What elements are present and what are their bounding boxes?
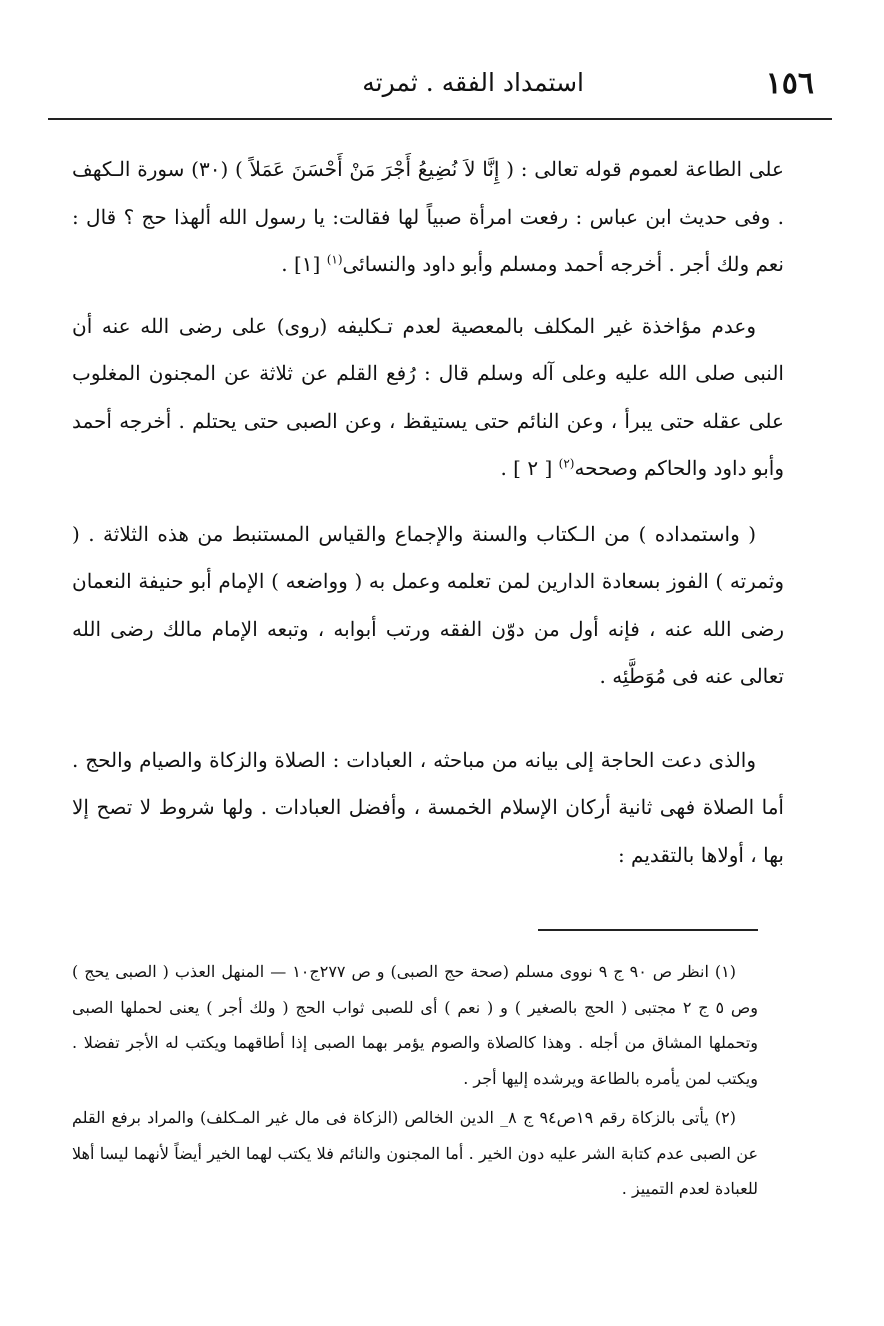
paragraph-3: ( واستمداده ) من الـكتاب والسنة والإجماع والقياس المستنبط من هذه الثلاثة . ( وثمرته ) الفوز بسعادة الدارين لمن تعلمه وعمل به ( وواضعه ) الإمام أبو حنيفة النعمان رضى الله عنه ، فإنه أول من دوّن الفقه ورتب أبوابه ، وتبعه الإمام مالك رضى الله تعالى عنه فى مُوَطَّئِه . [72,521,784,688]
header-rule [48,118,832,120]
paragraph-2-end: [ ٢ ] . [500,456,559,480]
paragraph-2-text: وعدم مؤاخذة غير المكلف بالمعصية لعدم تـكليفه (روى) على رضى الله عنه أن النبى صلى الله عليه وعلى آله وسلم قال : رُفع القلم عن ثلاثة عن المجنون المغلوب على عقله حتى يبرأ ، وعن النائم حتى يستيقظ ، وعن الصبى حتى يحتلم . أخرجه أحمد وأبو داود والحاكم وصححه [72,313,784,480]
main-text [72,146,784,879]
footnotes [72,954,758,1207]
footnote-separator [538,929,758,931]
footnote-1: (١) انظر ص ٩٠ ج ٩ نووى مسلم (صحة حج الصبى) و ص ٢٧٧ج١٠ — المنهل العذب ( الصبى يحج ) وص ٥ ج ٢ مجتبى ( الحج بالصغير ) و ( نعم ) أى للصبى ثواب الحج ( ولك أجر ) يعنى لحملها الصبى وتحملها المشاق من أجله . وهذا كالصلاة والصوم يؤمر بهما الصبى إذا أطاقهما ويكتب له الأجر تفضلا . ويكتب لمن يأمره بالطاعة ويرشده إليها أجر . [72,962,759,1088]
paragraph-1 [72,146,784,289]
footnote-2: (٢) يأتى بالزكاة رقم ١٩ص٩٤ ج ٨_ الدين الخالص (الزكاة فى مال غير المـكلف) والمراد برفع القلم عن الصبى عدم كتابة الشر عليه دون الخير . أما المجنون والنائم فلا يكتب لهما الخير أيضاً لأنهما ليسا أهلا للعبادة لعدم التمييز . [72,1108,759,1198]
running-title: استمداد الفقه . ثمرته [362,68,584,97]
paragraph-4: والذى دعت الحاجة إلى بيانه من مباحثه ، العبادات : الصلاة والزكاة والصيام والحج . أما الصلاة فهى ثانية أركان الإسلام الخمسة ، وأفضل العبادات . ولها شروط لا تصح إلا بها ، أولاها بالتقديم : [72,747,784,867]
footnote-ref-2: (٢) [558,456,575,471]
footnote-ref-1: (١) [326,252,343,267]
paragraph-2 [72,303,784,493]
page-header [52,62,814,112]
paragraph-1-text: على الطاعة لعموم قوله تعالى : ( إِنَّا لاَ نُضِيعُ أَجْرَ مَنْ أَحْسَنَ عَمَلاً ) (٣٠) سورة الـكهف . وفى حديث ابن عباس : رفعت امرأة صبياً لها فقالت: يا رسول الله ألهذا حج ؟ قال : نعم ولك أجر . أخرجه أحمد ومسلم وأبو داود والنسائى [72,157,784,276]
page-number: ١٥٦ [765,66,814,101]
paragraph-1-end: [١] . [281,252,327,276]
